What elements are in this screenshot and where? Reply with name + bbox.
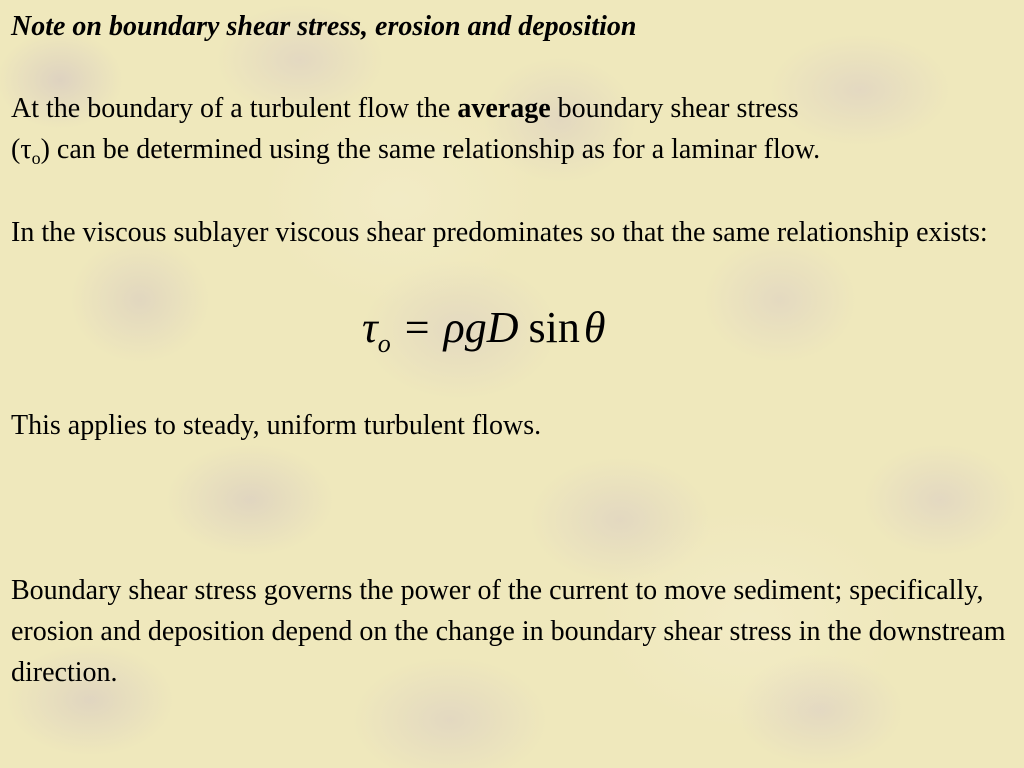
paragraph-text-line2: ) can be determined using the same relationship as for a laminar flow. <box>40 134 821 165</box>
formula-d: D <box>486 303 519 352</box>
paragraph-text-before: At the boundary of a turbulent flow the <box>11 93 458 124</box>
paragraph-average-shear-stress <box>11 88 1011 170</box>
paragraph-text-line1-end: boundary shear stress <box>550 93 799 124</box>
formula-tau-subscript: o <box>377 329 391 358</box>
paragraph-erosion-deposition: Boundary shear stress governs the power of the current to move sediment; specifically, erosion and deposition depend on the change in boundary shear stress in the downstream direction. <box>11 575 1006 688</box>
slide-title: Note on boundary shear stress, erosion and deposition <box>11 11 637 42</box>
formula-equals: = <box>404 303 430 352</box>
paragraph-viscous-sublayer: In the viscous sublayer viscous shear predominates so that the same relationship exists: <box>11 217 988 248</box>
tau-symbol: τ <box>20 134 32 165</box>
formula-g: g <box>464 303 487 352</box>
formula-theta: θ <box>583 303 606 352</box>
shear-stress-formula <box>362 300 605 356</box>
formula-sin: sin <box>528 303 580 352</box>
formula-tau: τ <box>362 303 378 352</box>
paragraph-steady-uniform: This applies to steady, uniform turbulent flows. <box>11 410 542 441</box>
emphasis-average: average <box>457 93 551 124</box>
tau-subscript: o <box>31 148 41 168</box>
open-paren: ( <box>11 134 21 165</box>
formula-rho: ρ <box>443 303 465 352</box>
